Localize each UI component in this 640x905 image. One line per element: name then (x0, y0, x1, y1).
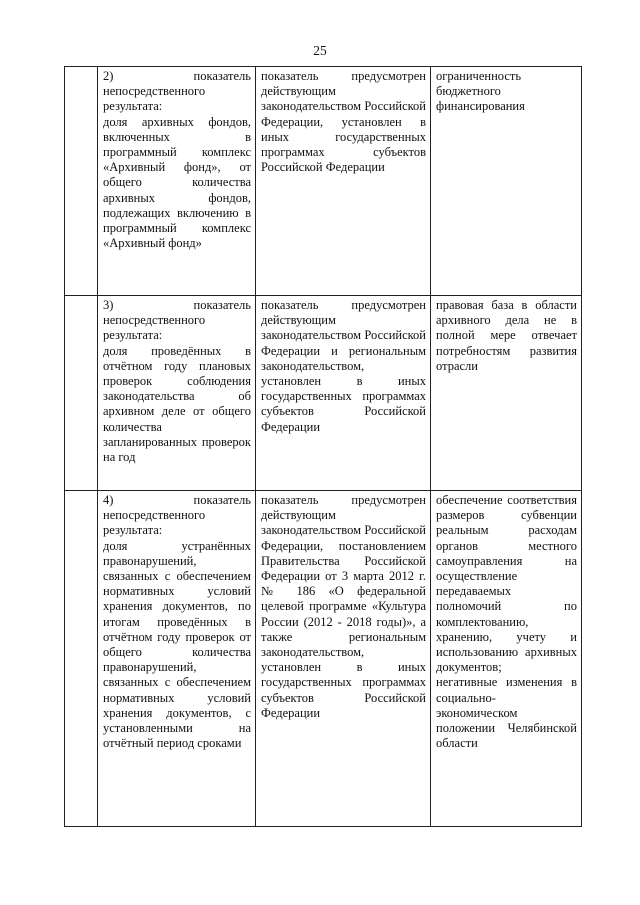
row-number-cell (65, 67, 98, 296)
risks-cell: обеспечение соответствия размеров субвенции реальным расходам органов местного самоуправления на осуществление передаваемых полномочий по комплектованию, хранению, учету и использованию архивных документов; негативные изменения в социально-экономическом положении Челябинской области (431, 491, 582, 827)
row-number-cell (65, 491, 98, 827)
indicator-cell: 3) показатель непосредственного результата: доля проведённых в отчётном году плановых проверок соблюдения законодательства об архивном деле от общего количества запланированных проверок на год (98, 296, 256, 491)
table-row (65, 67, 582, 296)
basis-cell: показатель предусмотрен действующим законодательством Российской Федерации, установлен в иных государственных программах субъектов Российской Федерации (256, 67, 431, 296)
indicators-table (64, 66, 582, 827)
indicator-cell: 4) показатель непосредственного результата: доля устранённых правонарушений, связанных с обеспечением нормативных условий хранения документов, по итогам проведённых в отчётном году проверок от общего количества правонарушений, связанных с обеспечением нормативных условий хранения документов, с установленными на отчётный период сроками (98, 491, 256, 827)
table-row (65, 296, 582, 491)
indicator-cell: 2) показатель непосредственного результата: доля архивных фондов, включенных в программный комплекс «Архивный фонд», от общего количества архивных фондов, подлежащих включению в программный комплекс «Архивный фонд» (98, 67, 256, 296)
basis-cell: показатель предусмотрен действующим законодательством Российской Федерации и региональным законодательством, установлен в иных государственных программах субъектов Российской Федерации (256, 296, 431, 491)
basis-cell: показатель предусмотрен действующим законодательством Российской Федерации, постановлением Правительства Российской Федерации от 3 марта 2012 г. № 186 «О федеральной целевой программе «Культура России (2012 - 2018 годы)», а также региональным законодательством, установлен в иных государственных программах субъектов Российской Федерации (256, 491, 431, 827)
table-row (65, 491, 582, 827)
page-number: 25 (313, 43, 327, 58)
row-number-cell (65, 296, 98, 491)
risks-cell: ограниченность бюджетного финансирования (431, 67, 582, 296)
risks-cell: правовая база в области архивного дела не в полной мере отвечает потребностям развития отрасли (431, 296, 582, 491)
